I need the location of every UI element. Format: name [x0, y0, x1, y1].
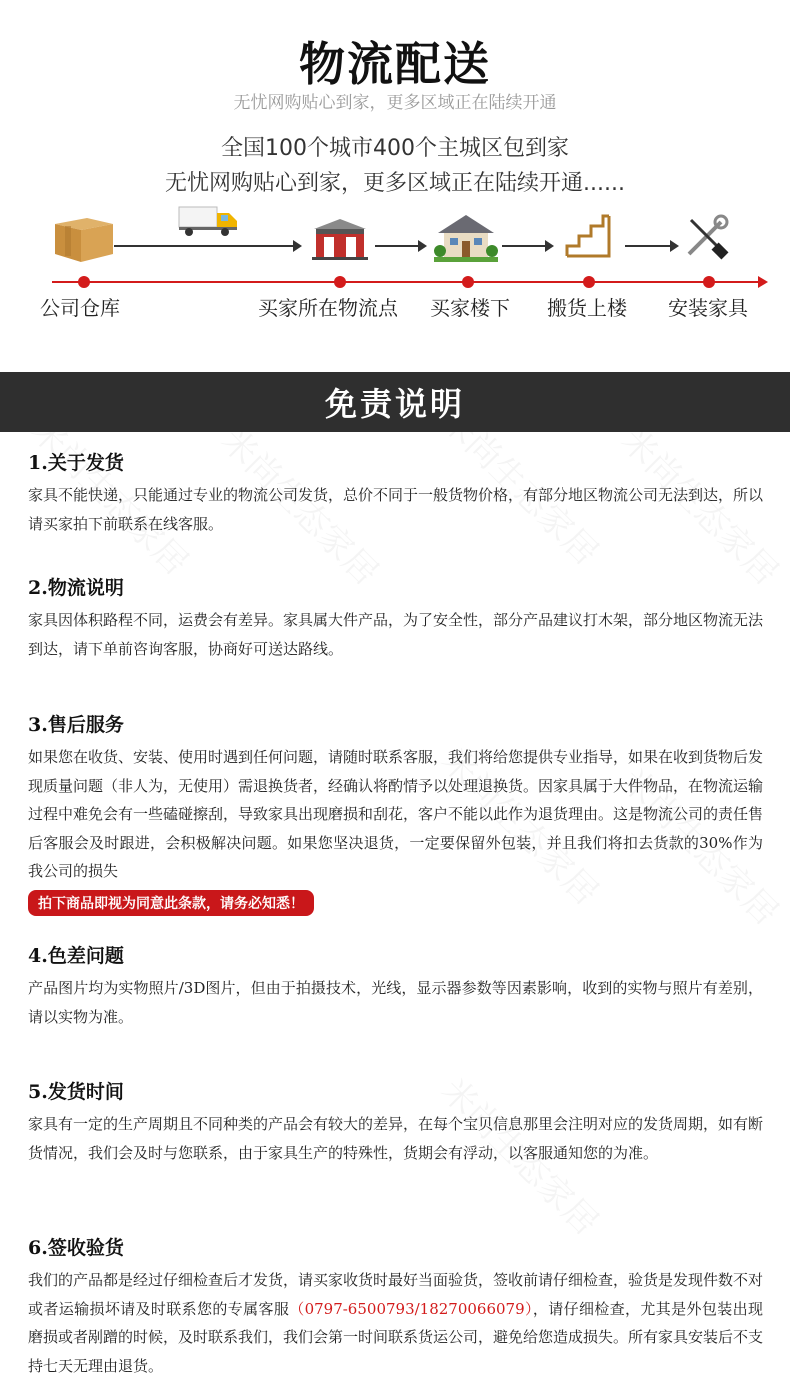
flow-arrow	[375, 245, 425, 247]
flow-arrow	[114, 245, 300, 247]
section-heading: 3.售后服务	[28, 714, 124, 736]
section-color-difference	[28, 941, 763, 1031]
section-body: 家具有一定的生产周期且不同种类的产品会有较大的差异，在每个宝贝信息那里会注明对应的发货周期，如有断货情况，我们会及时与您联系，由于家具生产的特殊性，货期会有浮动，以客服通知您的为准。	[28, 1115, 764, 1162]
section-shipping	[28, 448, 763, 538]
section-body	[28, 1266, 763, 1380]
section-heading: 1.关于发货	[28, 452, 124, 474]
step-dot	[462, 276, 474, 288]
step-label-logistics-point: 买家所在物流点	[258, 296, 398, 320]
disclaimer-banner	[0, 372, 790, 432]
step-label-downstairs: 买家楼下	[430, 296, 510, 320]
delivery-track	[52, 281, 762, 283]
step-dot	[78, 276, 90, 288]
coverage-text: 全国100个城市400个主城区包到家	[221, 136, 569, 161]
section-body-text: 我们的产品都是经过仔细检查后才发货，请买家收货时最好当面验货，签收前请仔细检查，验货是发现件数不对或者运输损坏请及时联系您的专属客服	[28, 1271, 764, 1318]
step-dot	[334, 276, 346, 288]
section-inspection	[28, 1233, 763, 1380]
section-body-text: ，请仔细检查，尤其是外包装出现磨损或者剐蹭的时候，及时联系我们，我们会第一时间联系货运公司，避免给您造成损失。所有家具安装后不支持七天无理由退货。	[28, 1299, 764, 1375]
step-dot	[583, 276, 595, 288]
section-shipping-time	[28, 1077, 763, 1167]
section-logistics	[28, 573, 763, 663]
section-after-sales	[28, 710, 763, 916]
stairs-icon	[548, 205, 628, 269]
flow-arrow	[502, 245, 552, 247]
section-body: 家具不能快递，只能通过专业的物流公司发货，总价不同于一般货物价格，有部分地区物流公司无法到达，所以请买家拍下前联系在线客服。	[28, 486, 764, 533]
section-heading: 5.发货时间	[28, 1081, 124, 1103]
section-heading: 4.色差问题	[28, 945, 124, 967]
section-body: 如果您在收货、安装、使用时遇到任何问题，请随时联系客服，我们将给您提供专业指导，如果在收到货物后发现质量问题（非人为，无使用）需退换货者，经确认将酌情予以处理退换货。因家具属于大件物品，在物流运输过程中难免会有一些磕碰擦刮，导致家具出现磨损和刮花，客户不能以此作为退货理由。这是物流公司的责任售后客服会及时跟进，会积极解决问题。如果您坚决退货，一定要保留外包装，并且我们将扣去货款的30%作为我公司的损失	[28, 748, 764, 880]
house-icon	[426, 205, 506, 269]
warehouse-icon	[300, 205, 380, 269]
banner-title: 免责说明	[324, 385, 465, 423]
step-label-install: 安装家具	[668, 296, 748, 320]
box-icon	[44, 205, 124, 269]
page-title: 物流配送	[299, 37, 491, 91]
page-subtitle: 无忧网购贴心到家，更多区域正在陆续开通	[233, 93, 557, 113]
section-body: 家具因体积路程不同，运费会有差异。家具属大件产品，为了安全性，部分产品建议打木架，部分地区物流无法到达，请下单前咨询客服，协商好可送达路线。	[28, 611, 764, 658]
step-label-warehouse: 公司仓库	[40, 296, 120, 320]
section-heading: 6.签收验货	[28, 1237, 124, 1259]
section-heading: 2.物流说明	[28, 577, 124, 599]
truck-icon	[168, 201, 248, 241]
service-phone: （0797-6500793/18270066079）	[289, 1299, 533, 1318]
step-dot	[703, 276, 715, 288]
service-text: 无忧网购贴心到家，更多区域正在陆续开通......	[165, 171, 625, 196]
agreement-notice: 拍下商品即视为同意此条款，请务必知悉！	[28, 890, 314, 916]
step-label-carry-upstairs: 搬货上楼	[547, 296, 627, 320]
delivery-flow	[0, 205, 790, 335]
section-body: 产品图片均为实物照片/3D图片，但由于拍摄技术，光线，显示器参数等因素影响，收到的实物与照片有差别，请以实物为准。	[28, 979, 763, 1026]
tools-icon	[666, 205, 746, 269]
